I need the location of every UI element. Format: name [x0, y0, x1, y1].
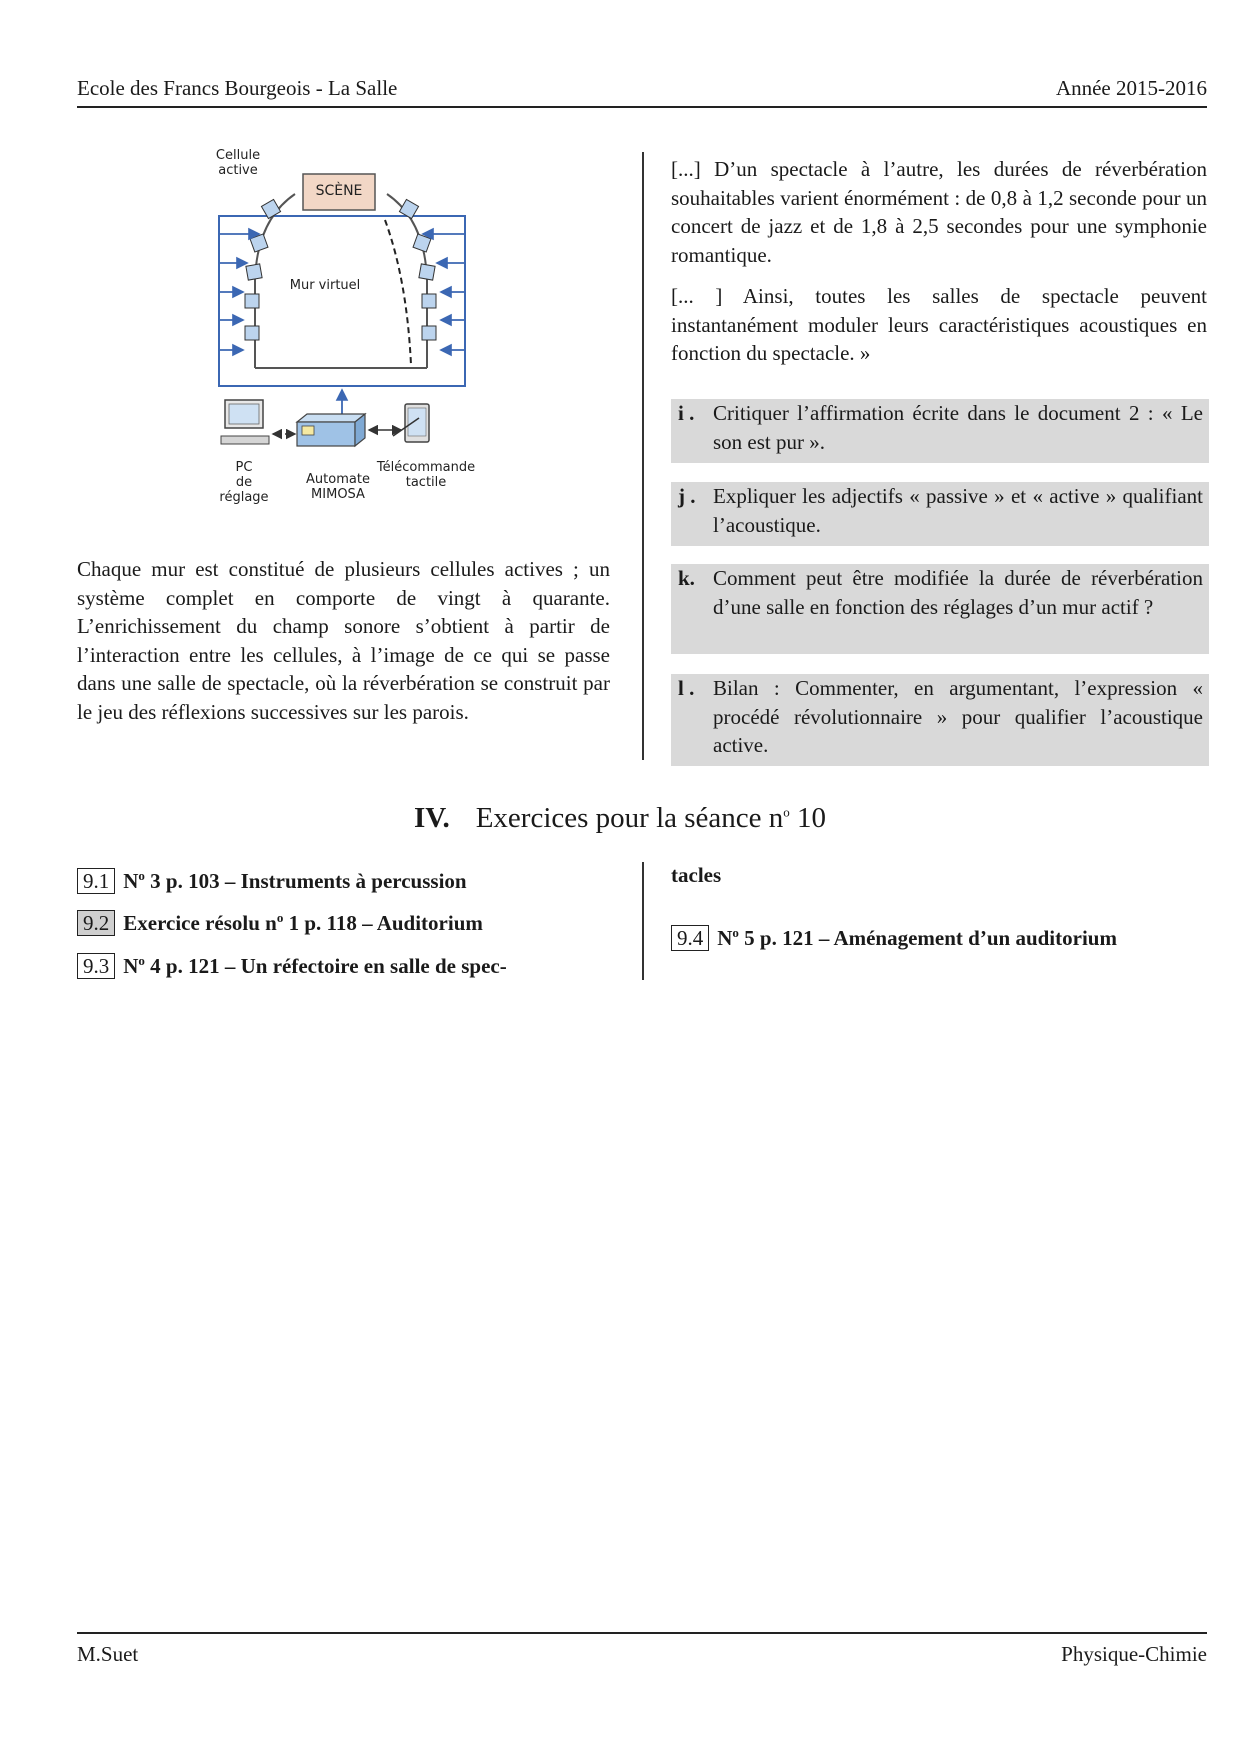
exercise-title-rest: 3 p. 103 – Instruments à percussion [144, 869, 467, 893]
label-cell-line1: Cellule [215, 148, 261, 163]
column-divider-bottom [642, 862, 644, 980]
label-cell [215, 148, 261, 178]
right-paragraph-1: [...] D’un spectacle à l’autre, les durées de réverbération souhaitables varient énormément : de 0,8 à 1,2 seconde pour un concert de jazz et de 1,8 à 2,5 secondes pour une symphonie romantique. [671, 157, 1207, 267]
exercise-number: 9.4 [671, 925, 709, 951]
page-footer [77, 1632, 1207, 1666]
question-text: Critiquer l’affirmation écrite dans le document 2 : « Le son est pur ». [713, 401, 1203, 454]
exercise-title: N [717, 926, 733, 950]
right-paragraph-2: [... ] Ainsi, toutes les salles de spectacle peuvent instantanément moduler leurs caractéristiques acoustiques en fonction du spectacle. » [671, 284, 1207, 365]
exercise-title: Exercice résolu n [123, 911, 277, 935]
exercise-9-2 [77, 903, 617, 938]
exercise-title-rest: 4 p. 121 – Un réfectoire en salle de spec- [144, 954, 507, 978]
label-pc-line2: de réglage [219, 475, 269, 505]
question-l [671, 674, 1209, 766]
exercise-title-rest: 5 p. 121 – Aménagement d’un auditorium [738, 926, 1117, 950]
question-j [671, 482, 1209, 546]
section-number: IV. [413, 802, 450, 834]
question-k [671, 564, 1209, 654]
label-remote-line1: Télécommande [376, 460, 476, 475]
label-remote [373, 460, 479, 490]
question-text: Expliquer les adjectifs « passive » et « active » qualifiant l’acoustique. [713, 484, 1203, 537]
page-header [77, 76, 1207, 108]
school-name: Ecole des Francs Bourgeois - La Salle [77, 76, 398, 100]
exercise-title: N [123, 869, 139, 893]
label-automate-line1: Automate [306, 472, 370, 487]
exercise-sup: o [138, 868, 145, 883]
exercise-number: 9.2 [77, 910, 115, 936]
section-title [0, 802, 1240, 835]
question-letter: i . [678, 401, 695, 425]
question-letter: l . [678, 676, 695, 700]
question-letter: j . [678, 484, 696, 508]
exercise-sup: o [138, 953, 145, 968]
automate-box [297, 414, 365, 446]
exercise-9-4 [671, 918, 1207, 953]
label-automate [305, 472, 371, 502]
column-divider-top [642, 152, 644, 760]
question-letter: k. [678, 566, 695, 590]
label-pc [211, 460, 277, 505]
school-year: Année 2015-2016 [1055, 76, 1207, 100]
exercise-title-rest: 1 p. 118 – Auditorium [283, 911, 483, 935]
exercise-number: 9.3 [77, 953, 115, 979]
label-remote-line2: tactile [405, 475, 447, 490]
left-cells [245, 199, 281, 340]
right-wall [387, 194, 427, 368]
pc-computer [221, 400, 269, 444]
author-name: M.Suet [77, 1642, 139, 1666]
section-title-post: 10 [789, 802, 827, 834]
left-paragraph: Chaque mur est constitué de plusieurs cellules actives ; un système complet en comporte de vingt à quarante. L’enrichissement du champ sonore s’obtient à partir de l’interaction entre les cellules, à l’image de ce qui se passe dans une salle de spectacle, où la réverbération se construit par le jeu des réflexions successives sur les parois. [77, 557, 610, 724]
question-text: Comment peut être modifiée la durée de réverbération d’une salle en fonction des réglages d’un mur actif ? [713, 566, 1203, 619]
exercise-number: 9.1 [77, 868, 115, 894]
label-cell-line2: active [218, 163, 258, 178]
exercise-9-3 [77, 946, 617, 981]
label-virtual-wall: Mur virtuel [289, 278, 361, 293]
exercise-title: N [123, 954, 139, 978]
right-cells [399, 199, 436, 340]
remote-tablet [393, 404, 429, 442]
subject-name: Physique-Chimie [1061, 1642, 1207, 1666]
label-pc-line1: PC [235, 460, 253, 475]
exercise-9-1 [77, 861, 617, 896]
exercise-sup: o [276, 910, 284, 925]
virtual-wall-line [385, 220, 411, 365]
label-automate-line2: MIMOSA [311, 487, 365, 502]
question-text: Bilan : Commenter, en argumentant, l’expression « procédé révolutionnaire » pour qualifier l’acoustique active. [713, 676, 1203, 757]
label-stage: SCÈNE [315, 183, 363, 199]
exercise-sup: o [732, 925, 739, 940]
question-i [671, 399, 1209, 463]
active-acoustics-diagram [215, 148, 485, 512]
section-title-sup: o [783, 804, 790, 820]
exercise-9-3-continued: tacles [671, 863, 722, 887]
section-title-text: Exercices pour la séance n [475, 802, 784, 834]
